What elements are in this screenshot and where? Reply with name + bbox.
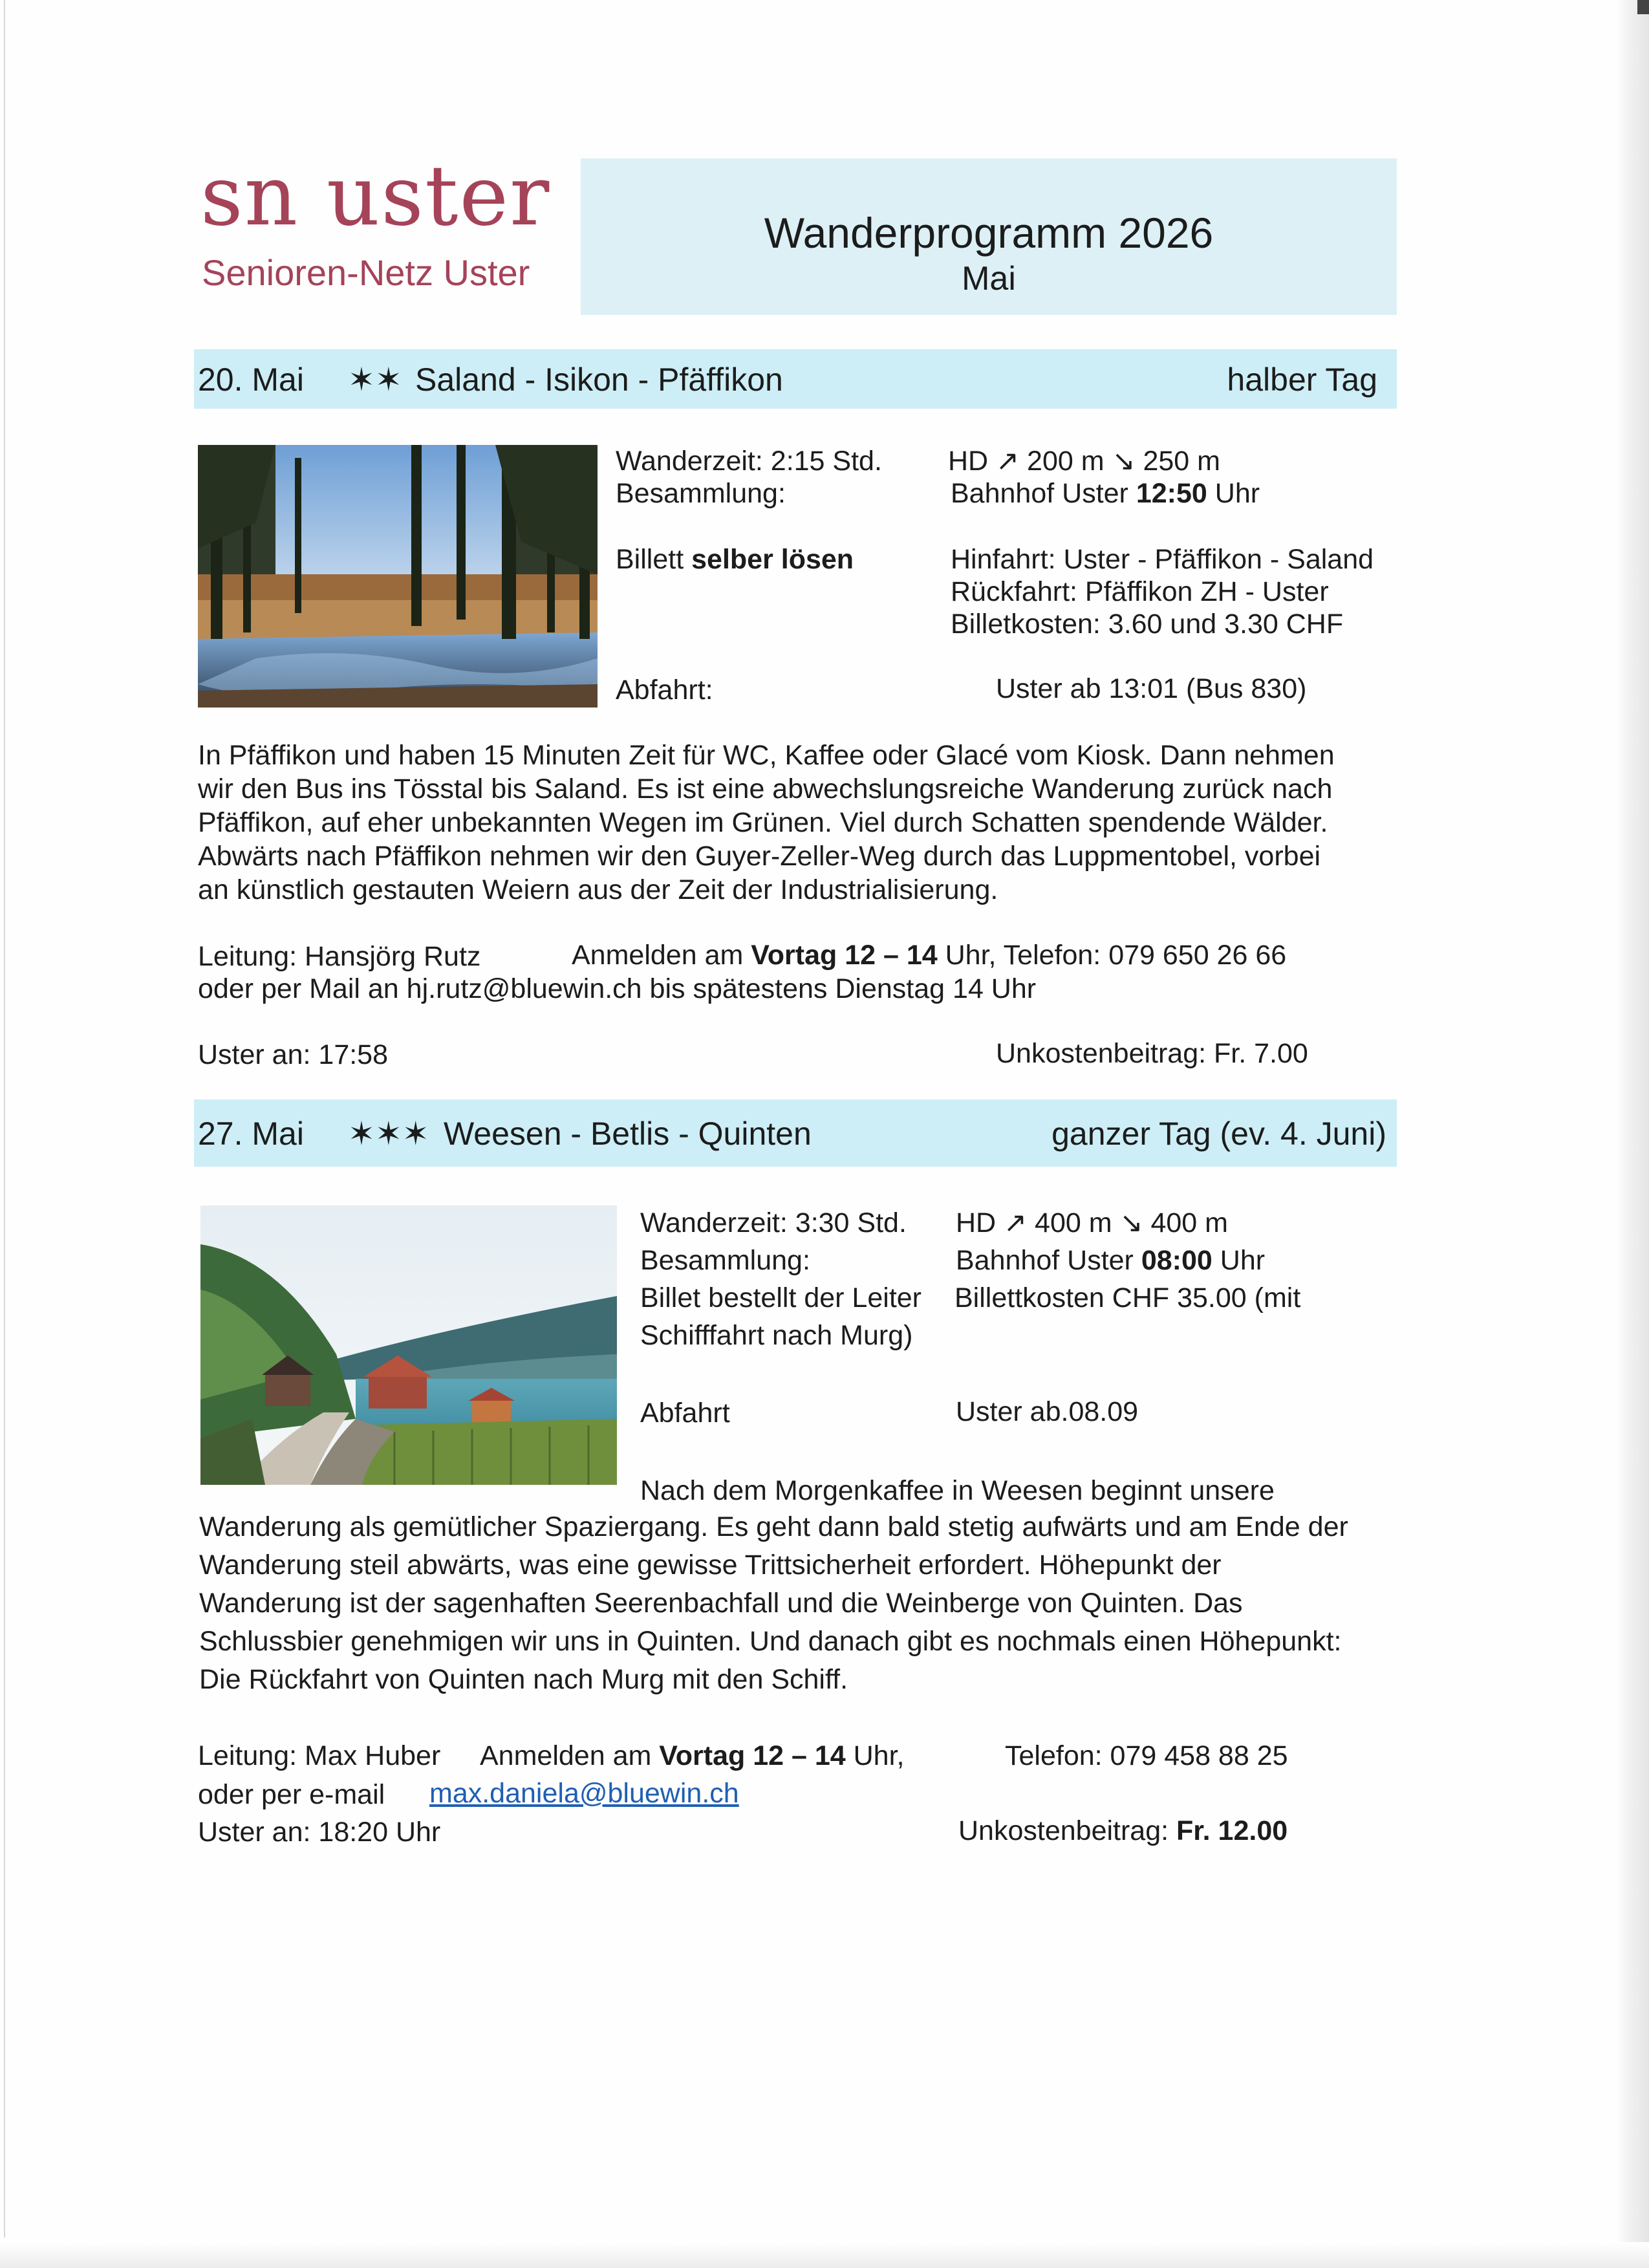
scan-edge-bottom [0,2242,1649,2268]
tour-1-abfahrt-value: Uster ab 13:01 (Bus 830) [996,673,1307,704]
tour-2-email-label: oder per e-mail [198,1779,385,1810]
tour-1-header-bar [194,349,1397,409]
scan-edge-right [1615,0,1649,2268]
description-line: Wanderung steil abwärts, was eine gewisse Trittsicherheit erfordert. Höhepunkt der [199,1550,1222,1581]
tour-2-anmelden: Anmelden am Vortag 12 – 14 Uhr, [480,1740,905,1771]
tour-2-besammlung-label: Besammlung: [640,1245,810,1276]
tour-1-uster-an: Uster an: 17:58 [198,1039,389,1070]
tour-2-description [199,1508,1348,1699]
tour-2-besammlung-value: Bahnhof Uster 08:00 Uhr [956,1245,1266,1276]
scan-corner-mark [1637,0,1649,14]
description-line: an künstlich gestauten Weiern aus der Zeit der Industrialisierung. [198,874,998,905]
tour-2-uster-an: Uster an: 18:20 Uhr [198,1817,441,1848]
tour-1-wanderzeit: Wanderzeit: 2:15 Std. [616,446,882,477]
tour-1-elevation: HD ↗ 200 m ↘ 250 m [948,446,1220,477]
tour-1-date: 20. Mai [198,362,304,398]
logo-wordmark: sn uster [200,148,551,244]
description-line: Schlussbier genehmigen wir uns in Quinten. Und danach gibt es nochmals einen Höhepunkt: [199,1626,1342,1657]
tour-1-route: Saland - Isikon - Pfäffikon [415,362,783,398]
description-line: Die Rückfahrt von Quinten nach Murg mit den Schiff. [199,1664,848,1695]
tour-2-leitung: Leitung: Max Huber [198,1740,441,1771]
description-line: wir den Bus ins Tösstal bis Saland. Es ist eine abwechslungsreiche Wanderung zurück nach [198,773,1333,805]
title-box [581,158,1397,315]
description-line: Wanderung ist der sagenhaften Seerenbachfall und die Weinberge von Quinten. Das [199,1588,1243,1619]
tour-1-besammlung-value: Bahnhof Uster 12:50 Uhr [951,478,1260,509]
tour-2-telefon: Telefon: 079 458 88 25 [1005,1740,1288,1771]
description-line: Wanderung als gemütlicher Spaziergang. Es geht dann bald stetig aufwärts und am Ende der [199,1511,1348,1542]
tour-1-billetkosten: Billetkosten: 3.60 und 3.30 CHF [951,609,1344,640]
tour-2-description-first-line: Nach dem Morgenkaffee in Weesen beginnt unsere [640,1475,1275,1506]
tour-1-abfahrt-label: Abfahrt: [616,675,713,706]
tour-1-difficulty-stars: ✶✶ [348,362,402,398]
tour-1-anmelden: Anmelden am Vortag 12 – 14 Uhr, Telefon: 079 650 26 66 [572,940,1287,971]
tour-1-rueckfahrt: Rückfahrt: Pfäffikon ZH - Uster [951,576,1329,607]
tour-2-lake-village-photo [200,1205,617,1485]
tour-2-elevation: HD ↗ 400 m ↘ 400 m [956,1207,1228,1238]
tour-2-billettkosten: Billettkosten CHF 35.00 (mit [954,1282,1301,1313]
tour-2-header-bar [194,1099,1397,1167]
tour-2-unkosten: Unkostenbeitrag: Fr. 12.00 [958,1815,1288,1846]
tour-2-billet-line-2: Schifffahrt nach Murg) [640,1320,913,1351]
tour-1-mail-line: oder per Mail an hj.rutz@bluewin.ch bis spätestens Dienstag 14 Uhr [198,973,1037,1004]
tour-1-duration: halber Tag [1227,362,1377,398]
tour-1-leitung: Leitung: Hansjörg Rutz [198,941,481,972]
logo-subtitle: Senioren-Netz Uster [202,252,530,293]
description-line: Pfäffikon, auf eher unbekannten Wegen im Grünen. Viel durch Schatten spendende Wälder. [198,807,1328,838]
tour-1-forest-photo [198,445,598,707]
tour-2-email-link[interactable]: max.daniela@bluewin.ch [429,1778,739,1809]
tour-2-billet-line-1: Billet bestellt der Leiter [640,1282,921,1313]
tour-1-description [198,739,1335,907]
tour-2-abfahrt-label: Abfahrt [640,1398,730,1429]
page-month: Mai [962,260,1016,297]
description-line: In Pfäffikon und haben 15 Minuten Zeit für WC, Kaffee oder Glacé vom Kiosk. Dann nehmen [198,740,1335,771]
tour-1-unkosten: Unkostenbeitrag: Fr. 7.00 [996,1038,1308,1069]
page-title: Wanderprogramm 2026 [764,209,1214,257]
tour-1-billett: Billett selber lösen [616,544,854,575]
tour-2-route: Weesen - Betlis - Quinten [444,1116,812,1152]
tour-2-difficulty-stars: ✶✶✶ [348,1116,429,1152]
tour-1-hinfahrt: Hinfahrt: Uster - Pfäffikon - Saland [951,544,1374,575]
tour-2-duration: ganzer Tag (ev. 4. Juni) [1051,1116,1386,1152]
tour-2-wanderzeit: Wanderzeit: 3:30 Std. [640,1207,907,1238]
tour-2-date: 27. Mai [198,1116,304,1152]
scan-edge-left [4,0,5,2238]
tour-1-besammlung-label: Besammlung: [616,478,786,509]
tour-2-abfahrt-value: Uster ab.08.09 [956,1396,1139,1427]
description-line: Abwärts nach Pfäffikon nehmen wir den Guyer-Zeller-Weg durch das Luppmentobel, vorbei [198,841,1321,872]
